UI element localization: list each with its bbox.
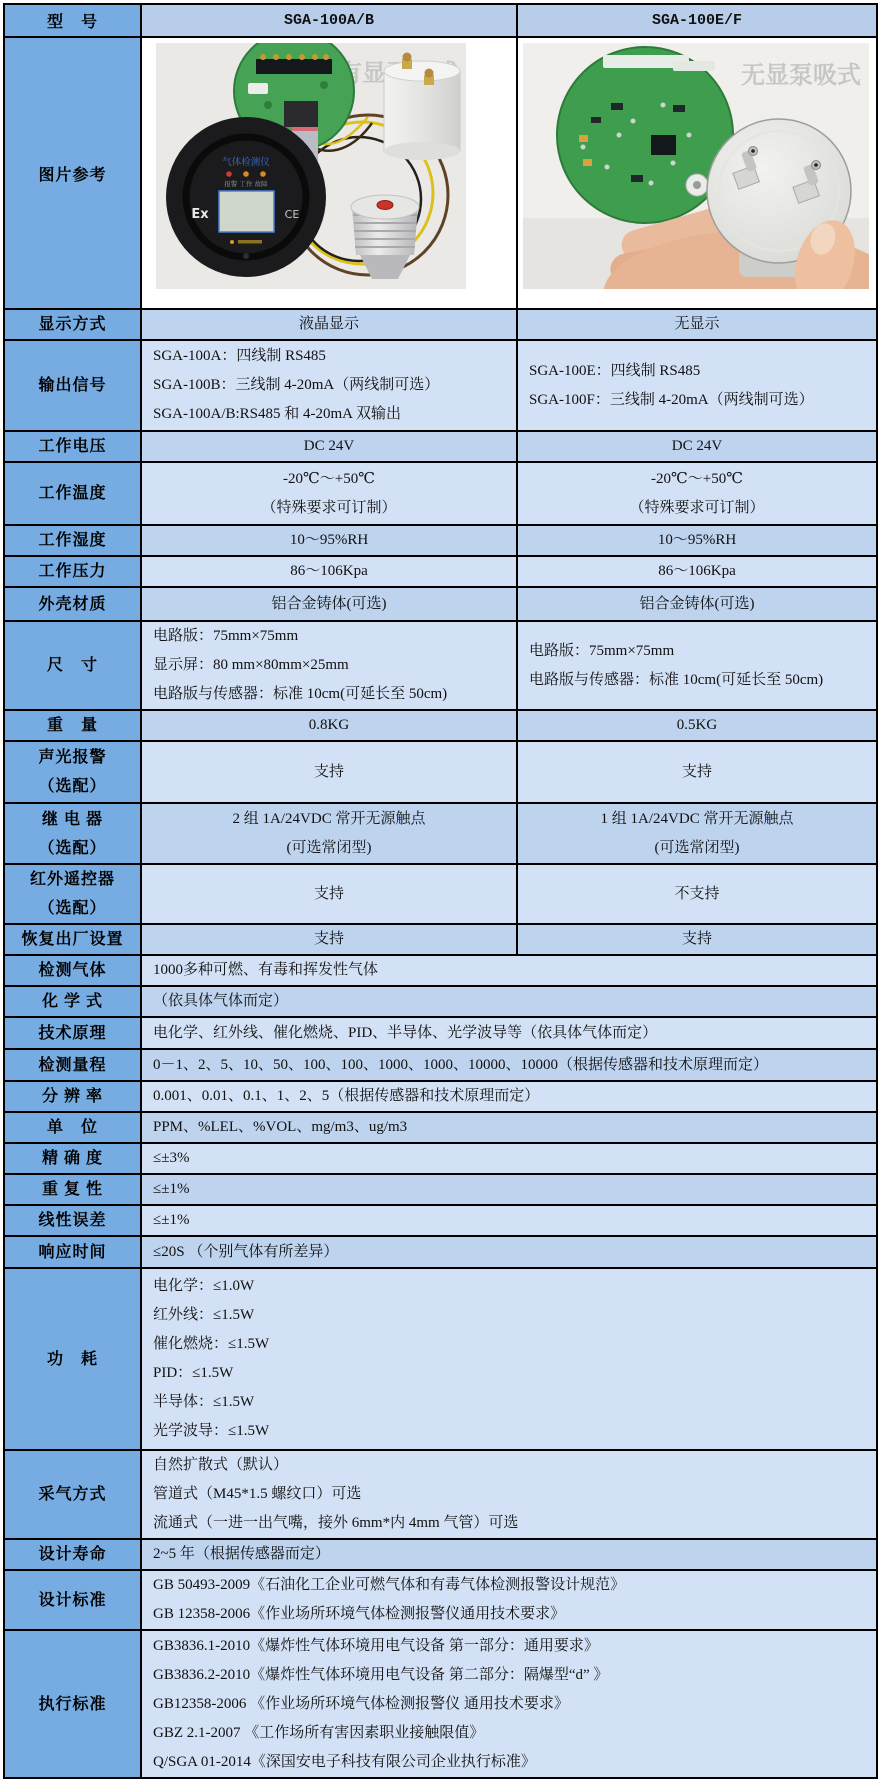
row-power-consumption-value: 电化学：≤1.0W 红外线：≤1.5W 催化燃烧：≤1.5W PID：≤1.5W 半导体：≤1.5W 光学波导：≤1.5W (141, 1268, 877, 1450)
row-execution-standards-value: GB3836.1-2010《爆炸性气体环境用电气设备 第一部分：通用要求》 GB3836.2-2010《爆炸性气体环境用电气设备 第二部分：隔爆型“d” 》 GB12358-2006 《作业场所环境气体检测报警仪 通用技术要求》 GBZ 2.1-2007 《工作场所有害因素职业接触限值》 Q/SGA 01-2014《深国安电子科技有限公司企业执行标准》 (141, 1630, 877, 1778)
row-repeatability-label: 重 复 性 (4, 1174, 141, 1205)
row-units (4, 1112, 877, 1143)
row-technical-principle-label: 技术原理 (4, 1017, 141, 1049)
row-working-voltage (4, 431, 877, 462)
row-display-mode (4, 309, 877, 340)
product-photo-a (156, 43, 466, 289)
row-sampling-method-label: 采气方式 (4, 1450, 141, 1539)
row-shell-material-a: 铝合金铸体(可选) (141, 587, 517, 621)
row-display-mode-b: 无显示 (517, 309, 877, 340)
row-ir-remote-a: 支持 (141, 864, 517, 924)
lcd-screen (219, 191, 274, 232)
gauge-title: 气体检测仪 (222, 157, 270, 168)
row-linearity-error-label: 线性误差 (4, 1205, 141, 1236)
row-working-voltage-label: 工作电压 (4, 431, 141, 462)
row-design-life-label: 设计寿命 (4, 1539, 141, 1570)
row-execution-standards-label: 执行标准 (4, 1630, 141, 1778)
row-relay (4, 803, 877, 864)
row-detected-gases-label: 检测气体 (4, 955, 141, 986)
row-working-pressure-label: 工作压力 (4, 556, 141, 587)
row-resolution-label: 分 辨 率 (4, 1081, 141, 1112)
row-execution-standards (4, 1630, 877, 1778)
row-chemical-formula-label: 化 学 式 (4, 986, 141, 1017)
row-resolution-value: 0.001、0.01、0.1、1、2、5（根据传感器和技术原理而定） (141, 1081, 877, 1112)
row-working-temperature-label: 工作温度 (4, 462, 141, 525)
row-shell-material-b: 铝合金铸体(可选) (517, 587, 877, 621)
row-shell-material (4, 587, 877, 621)
row-output-signal-b: SGA-100E：四线制 RS485 SGA-100F：三线制 4-20mA（两线制可选） (517, 340, 877, 431)
row-units-label: 单 位 (4, 1112, 141, 1143)
header-row (4, 4, 877, 37)
photo-row-label: 图片参考 (4, 37, 141, 309)
row-working-voltage-b: DC 24V (517, 431, 877, 462)
led-labels: 报警 工作 故障 (224, 180, 268, 188)
pump-cylinder (384, 53, 460, 161)
row-repeatability (4, 1174, 877, 1205)
row-response-time (4, 1236, 877, 1268)
row-linearity-error (4, 1205, 877, 1236)
photo-cell-a (141, 37, 517, 309)
photo-row (4, 37, 877, 309)
row-working-temperature-a: -20℃～+50℃ （特殊要求可订制） (141, 462, 517, 525)
row-detection-range (4, 1049, 877, 1081)
row-display-mode-a: 液晶显示 (141, 309, 517, 340)
sensor-red-dot (377, 201, 393, 210)
row-output-signal (4, 340, 877, 431)
row-working-pressure-b: 86～106Kpa (517, 556, 877, 587)
row-response-time-value: ≤20S （个别气体有所差异） (141, 1236, 877, 1268)
photo-cell-b (517, 37, 877, 309)
row-response-time-label: 响应时间 (4, 1236, 141, 1268)
row-working-temperature-b: -20℃～+50℃ （特殊要求可订制） (517, 462, 877, 525)
row-units-value: PPM、%LEL、%VOL、mg/m3、ug/m3 (141, 1112, 877, 1143)
row-output-signal-label: 输出信号 (4, 340, 141, 431)
row-dimensions-a: 电路版：75mm×75mm 显示屏：80 mm×80mm×25mm 电路版与传感器：标准 10cm(可延长至 50cm) (141, 621, 517, 710)
row-weight-label: 重 量 (4, 710, 141, 741)
row-accuracy-label: 精 确 度 (4, 1143, 141, 1174)
row-weight (4, 710, 877, 741)
row-factory-reset-label: 恢复出厂设置 (4, 924, 141, 955)
header-model-b: SGA-100E/F (517, 4, 877, 37)
row-factory-reset-a: 支持 (141, 924, 517, 955)
row-working-pressure-a: 86～106Kpa (141, 556, 517, 587)
row-technical-principle (4, 1017, 877, 1049)
row-resolution (4, 1081, 877, 1112)
row-technical-principle-value: 电化学、红外线、催化燃烧、PID、半导体、光学波导等（依具体气体而定） (141, 1017, 877, 1049)
row-detection-range-value: 0－1、2、5、10、50、100、100、1000、1000、10000、10000（根据传感器和技术原理而定） (141, 1049, 877, 1081)
row-display-mode-label: 显示方式 (4, 309, 141, 340)
product-photo-b (523, 43, 869, 289)
row-relay-a: 2 组 1A/24VDC 常开无源触点 (可选常闭型) (141, 803, 517, 864)
gauge-device (166, 117, 326, 277)
row-working-humidity-b: 10～95%RH (517, 525, 877, 556)
row-detected-gases (4, 955, 877, 986)
ex-mark: Ex (191, 207, 209, 222)
row-weight-b: 0.5KG (517, 710, 877, 741)
row-audible-visual-alarm-a: 支持 (141, 741, 517, 803)
header-model-label: 型 号 (4, 4, 141, 37)
row-detection-range-label: 检测量程 (4, 1049, 141, 1081)
row-audible-visual-alarm-label: 声光报警 （选配） (4, 741, 141, 803)
row-working-voltage-a: DC 24V (141, 431, 517, 462)
row-linearity-error-value: ≤±1% (141, 1205, 877, 1236)
row-repeatability-value: ≤±1% (141, 1174, 877, 1205)
row-design-standards (4, 1570, 877, 1630)
row-audible-visual-alarm-b: 支持 (517, 741, 877, 803)
row-shell-material-label: 外壳材质 (4, 587, 141, 621)
row-weight-a: 0.8KG (141, 710, 517, 741)
row-factory-reset-b: 支持 (517, 924, 877, 955)
row-working-humidity-label: 工作湿度 (4, 525, 141, 556)
row-design-life (4, 1539, 877, 1570)
row-relay-b: 1 组 1A/24VDC 常开无源触点 (可选常闭型) (517, 803, 877, 864)
row-relay-label: 继 电 器 （选配） (4, 803, 141, 864)
row-dimensions (4, 621, 877, 710)
spec-sheet-page (3, 3, 878, 1779)
row-dimensions-label: 尺 寸 (4, 621, 141, 710)
row-sampling-method (4, 1450, 877, 1539)
row-chemical-formula-value: （依具体气体而定） (141, 986, 877, 1017)
row-audible-visual-alarm (4, 741, 877, 803)
row-ir-remote-label: 红外遥控器 （选配） (4, 864, 141, 924)
row-output-signal-a: SGA-100A：四线制 RS485 SGA-100B：三线制 4-20mA（两线制可选） SGA-100A/B:RS485 和 4-20mA 双输出 (141, 340, 517, 431)
row-factory-reset (4, 924, 877, 955)
row-detected-gases-value: 1000多种可燃、有毒和挥发性气体 (141, 955, 877, 986)
row-ir-remote-b: 不支持 (517, 864, 877, 924)
row-accuracy (4, 1143, 877, 1174)
row-working-temperature (4, 462, 877, 525)
spec-table (3, 3, 878, 1779)
photo-b-watermark: 无显泵吸式 (741, 61, 861, 89)
row-power-consumption-label: 功 耗 (4, 1268, 141, 1450)
ce-mark: CE (284, 208, 300, 221)
row-sampling-method-value: 自然扩散式（默认） 管道式（M45*1.5 螺纹口）可选 流通式（一进一出气嘴，接外 6mm*内 4mm 气管）可选 (141, 1450, 877, 1539)
row-design-standards-label: 设计标准 (4, 1570, 141, 1630)
row-power-consumption (4, 1268, 877, 1450)
row-chemical-formula (4, 986, 877, 1017)
row-design-standards-value: GB 50493-2009《石油化工企业可燃气体和有毒气体检测报警设计规范》 GB 12358-2006《作业场所环境气体检测报警仪通用技术要求》 (141, 1570, 877, 1630)
row-accuracy-value: ≤±3% (141, 1143, 877, 1174)
row-ir-remote (4, 864, 877, 924)
row-design-life-value: 2~5 年（根据传感器而定） (141, 1539, 877, 1570)
row-working-humidity (4, 525, 877, 556)
row-working-pressure (4, 556, 877, 587)
row-dimensions-b: 电路版：75mm×75mm 电路版与传感器：标准 10cm(可延长至 50cm) (517, 621, 877, 710)
row-working-humidity-a: 10～95%RH (141, 525, 517, 556)
header-model-a: SGA-100A/B (141, 4, 517, 37)
